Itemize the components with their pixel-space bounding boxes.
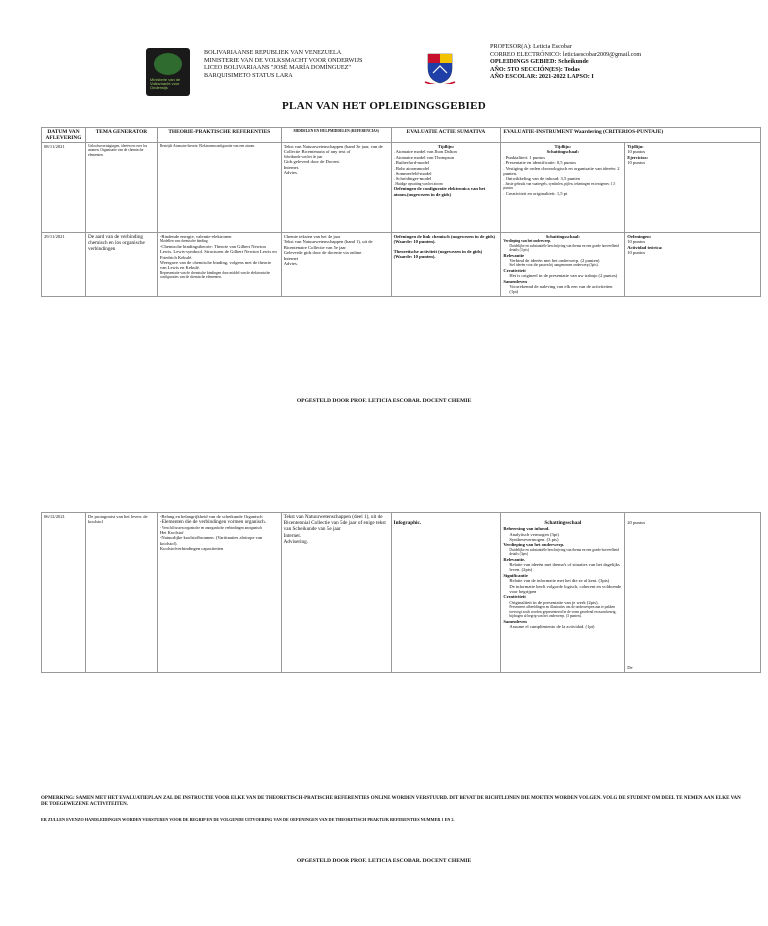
instrument-item: . Creativiteit en originaliteit: 1,5 pt	[503, 190, 568, 196]
header-line: LICEO BOLIVARIAANS "JOSÉ MARÍA DOMÍNGUEZ"	[204, 64, 351, 72]
year-line: AÑO: 5TO SECCIÓN(ES): Todas	[490, 65, 580, 73]
resource-item: Advies.	[283, 261, 298, 267]
instrument-item: Schattingsschaal:	[545, 234, 580, 239]
instrument-item: Relatie van de informatie met het die ze al kent. (3pts)	[509, 578, 610, 584]
theory-item: Koolstofverbindingen capaciteiten	[159, 546, 224, 552]
table-row	[42, 513, 761, 673]
instrument-item: Stel ideeën voor die passen bij aangenomen onderwerp (3pts).	[509, 263, 599, 268]
instrument-item: Duidelijke en substantiële beschrijving van thema en een goede hoeveelheid details (3 pts)	[509, 243, 620, 253]
header-line: MINISTERIE VAN DE VOLKSMACHT VOOR ONDERWIJS	[204, 56, 363, 64]
resource-item: Scheikunde van het 4e jaar	[283, 154, 323, 159]
score-cell	[625, 233, 761, 297]
teacher-line: PROFESOR(A): Leticia Escobar	[490, 43, 572, 50]
action-item: . Schrödinger-model	[393, 176, 432, 182]
action-item: . Atomaire model van Jhon Dalton	[393, 149, 457, 155]
table-row	[42, 143, 761, 233]
score-item: 10 puntos	[627, 160, 646, 166]
instrument-cell	[501, 513, 625, 673]
action-item: . Atomaire model van Thompson	[393, 154, 455, 160]
score-item: De	[627, 665, 633, 671]
instrument-cell	[501, 233, 625, 297]
instrument-item: Schattingschaal:	[546, 149, 579, 155]
action-item: Oefeningen de link chemisch (nogewezen in de gids) (Waarde: 10 punten).	[393, 234, 496, 245]
score-item: Tijdlijn:	[627, 144, 644, 149]
instrument-item: Duidelijke en substantiële beschrijving van thema en een goede hoeveelheid details (3pts)	[509, 547, 620, 557]
signature-line: OPGESTELD DOOR PROF. LETICIA ESCOBAR. DOCENT CHEMIE	[296, 398, 472, 404]
action-cell	[391, 143, 501, 233]
score-item: Oefeningen:	[627, 234, 652, 239]
score-item: 10 puntos	[627, 239, 646, 245]
instrument-item: De informatie heeft volgorde logisch, coherent en voldoende voor begrijpen	[509, 583, 622, 595]
theory-item: -Natuurlijke koolstofbronnen. (Varitinaties alotrope van koolstof).	[159, 535, 263, 546]
instrument-item: Relevantie	[503, 252, 525, 258]
theme-cell: De protagonist van het leven: de koolstof	[85, 513, 157, 673]
school-year-line: AÑO ESCOLAR: 2021-2022 LAPSO: I	[490, 73, 594, 81]
action-item: . Rutherford-model	[393, 160, 430, 166]
instrument-item: Creativiteit	[503, 267, 526, 273]
resource-item: Tekst van Natuurwetenschappen (band 1), uit de Bicentenaire Collectie van 5e jaar	[283, 239, 373, 250]
resources-cell	[281, 143, 391, 233]
signature-line: OPGESTELD DOOR PROF. LETICIA ESCOBAR. DOCENT CHEMIE	[296, 858, 472, 864]
column-header: EVALUATIE ACTIE SUMATIVA	[391, 128, 501, 143]
instrument-item: Het is origineel in de presentatie van uw trabajo (2 puntos)	[509, 273, 618, 279]
instrument-item: Schattingsschaal	[544, 520, 582, 526]
instrument-item: Beheersing van inhoud.	[503, 526, 550, 532]
instrument-item: Voorrekennd de naleving van elk een van de activiteiten (1pt)	[509, 284, 613, 295]
remark-text: OPMERKING: SAMEN MET HET EVALUATIEPLAN ZAL DE INSTRUCTIE VOOR ELKE VAN DE THEORETISCH-PRATISCHE REFERENTIES ONLINE WORDEN VERSTUURD. DIT BEVAT DE RICHTLIJNEN DIE MOETEN WORDEN VOLGEN. VOLG DE STUDENT OM DEEL TE NEMEN AAN ELKE VAN DE TOEGEWEZENE ACTIVITEITEN.	[41, 796, 741, 807]
instrument-item: Originaliteit in de presentatie van je werk (2pts).	[509, 599, 599, 605]
resource-item: Tekst van Natuurwetenschappen (band 3e jaar, van de Collectie Bicentenaria of any text of	[283, 144, 383, 155]
theory-item: Weergave van de chemische binding, volgens met de theorie van Lewis en Kekulé.	[159, 260, 272, 271]
action-item: . Huidige opvatting van het atoom	[393, 181, 443, 186]
evaluation-plan-table-continued	[41, 512, 761, 673]
instrument-cell	[501, 143, 625, 233]
theory-item: -Chemische bindingstheorie: Theorie van Gilbert Newton Lewis. Lewis-symbool. Structuren de Gilbert Newton Lewis en Friedrich Kekulé.	[159, 243, 277, 260]
theory-item: -Elementen die de verbindingen vormen organisch.	[159, 519, 267, 526]
score-cell	[625, 143, 761, 233]
instrument-item: . Punktaliteit: 1 puntos	[503, 154, 545, 160]
resource-item: Internet.	[283, 532, 302, 539]
instrument-item: Relevantie.	[503, 556, 526, 562]
resource-item: Geleverde gids door de docente via online.	[283, 250, 363, 256]
theme-cell: De aard van de verbinding chemisch en los organische verbindingen	[85, 233, 157, 297]
instrument-item: . Juiste gebruik van vaatregels, symbolen, pijlen, tekeningen en tenigenes: 1,5 puntos	[503, 181, 616, 191]
action-item: . Sommerfeld-model	[393, 171, 432, 177]
resource-item: Internet	[283, 255, 299, 261]
evaluation-plan-table	[41, 127, 761, 297]
action-item: Theoretische activiteit (nogewezen in de gids) (Waarde: 10 punten).	[393, 248, 483, 260]
header-line: BARQUISIMETO STATUS LARA	[204, 71, 293, 79]
instrument-item: Verdieping van het onderwerp.	[503, 239, 551, 244]
column-header: THEORIE-PRAKTISCHE REFERENTIES	[157, 128, 281, 143]
coat-of-arms-icon	[424, 48, 456, 84]
instrument-item: Verdieping van het onderwerp.	[503, 542, 565, 548]
theory-item: Modellen van chemische binding	[159, 239, 208, 244]
date-cell: 06/12/2021	[42, 513, 86, 673]
instrument-item: . Presentatie en identificatie: 0,5 puntos	[503, 160, 576, 166]
theory-item: -Belang en belangrijkheid van de scheikunde Organisch	[159, 514, 263, 519]
remark-text: ER ZULLEN EVENZO HANDLEIDINGEN WORDEN VERSTUREN VOOR DE BEGRIP EN DE VOLGENDE UITVOERING VAN DE OEFENINGEN VAN DE THEORETISCH PRAKTIJK REFERENTIES NUMMER 1 EN 2.	[41, 817, 455, 822]
score-item: Ejercicios:	[627, 154, 649, 160]
score-item: 10 puntos	[627, 149, 646, 155]
instrument-item: Analytisch vermogen (3pt)	[509, 531, 559, 537]
institution-header	[204, 49, 362, 79]
resources-cell	[281, 513, 391, 673]
subject-line: OPLEIDINGS GEBIED: Scheikunde	[490, 58, 589, 66]
resource-item: Internet.	[283, 164, 300, 170]
instrument-item: Tijdlijn:	[554, 144, 572, 149]
column-header: MIDDELEN EN HULPMIDDELEN (REFERENCIAS)	[281, 128, 391, 143]
resource-item: Advies.	[283, 170, 298, 176]
resource-item: Chemie teksten van het 4e jaar	[283, 234, 341, 239]
column-header: DATUM VAN AFLEVERING	[42, 128, 86, 143]
column-header: EVALUATIE-INSTRUMENT Waardering (CRITERIOS-PUNTAJE)	[501, 128, 761, 143]
instrument-item: Samenleven	[503, 278, 527, 284]
score-item: 20 puntos	[627, 520, 646, 525]
action-cell	[391, 513, 501, 673]
resources-cell	[281, 233, 391, 297]
instrument-item: . Ontwikkeling van de inhoud: 3,5 punten	[503, 176, 580, 182]
action-cell	[391, 233, 501, 297]
page-title: PLAN VAN HET OPLEIDINGSGEBIED	[281, 100, 486, 112]
theory-cell	[157, 233, 281, 297]
score-item: Actividad teórica:	[627, 244, 663, 250]
table-header-row	[42, 128, 761, 143]
resource-item: Advisering.	[283, 538, 309, 545]
instrument-item: Creativiteit	[503, 594, 526, 600]
instrument-item: Significantie	[503, 572, 528, 578]
instrument-item: Relatie van ideeën met thema's of situaties van het dagelijks leven. (2pts)	[509, 562, 620, 573]
instrument-item: Samenleven	[503, 618, 527, 624]
resource-item: Gids geleverd door de Docent.	[283, 159, 340, 165]
score-item: 10 puntos	[627, 250, 646, 256]
score-cell	[625, 513, 761, 673]
email-line: CORREO ELECTRÓNICO: leticiaescobar2009@gmail.com	[490, 50, 642, 58]
action-item: Tijdlijn:	[437, 144, 455, 149]
instrument-item: Verbind de ideeën met het onderwerp. (2 punten)	[509, 258, 600, 264]
instrument-item: Synthesevermogen. (3 pts)	[509, 537, 559, 543]
action-item: Oefeningen de configuratie elektronica van het atoom.(nogewezen in de gids)	[393, 186, 486, 197]
theory-item: -Bindende energie, valentie-elektronen	[159, 234, 232, 239]
resource-item: Tekst van Natuurwetenschappen (deel 1), uit de Bicentennial Collectie van 5de jaar of enige tekst van Scheikunde van 5e jaar	[283, 514, 386, 533]
theory-item: Het Koolstof	[159, 530, 184, 536]
theory-item: Representatie van de chemische bindingen door middel van de elektronische configuraties van de chemische elementen.	[159, 270, 270, 280]
action-item: Infographic.	[393, 520, 422, 526]
ministry-logo: Ministerie van de Volksmacht voor Onderwijs	[146, 48, 190, 96]
date-cell: 29/11/2021	[42, 233, 86, 297]
action-item: . Bohr atoommodel	[393, 165, 430, 171]
theory-item: - Verschil tussen organische en anorganische verbindingen anorganisch	[159, 525, 263, 530]
teacher-info	[490, 43, 641, 81]
instrument-item: Assume el cumplimiento de la actividad. (1pt)	[509, 623, 595, 629]
instrument-item: . Vestiging de orden chronologisch en organisatie van ideeën: 2 punten.	[503, 165, 620, 177]
theory-cell	[157, 513, 281, 673]
header-line: BOLIVARIAANSE REPUBLIEK VAN VENEZUELA	[204, 49, 342, 56]
date-cell: 08/11/2021	[42, 143, 86, 233]
table-row	[42, 233, 761, 297]
theory-cell: Bestrijdt Atomaire theorie. Elektronenconfiguratie van een atoom.	[157, 143, 281, 233]
theme-cell: Geloofsovertuigingen, ideeën en over los atomen. Organisatie van de chemische elementen	[85, 143, 157, 233]
column-header: TEMA GENERATOR	[85, 128, 157, 143]
instrument-item: Presenteert afbeeldingen en illustraties om de onderwerpen aan te pakken toevoegt zoals worden gepresenteerd in de vorm geordend en nauwkeurig, bijdragen al begrip van het onderwerp. (3 punten).	[509, 605, 617, 619]
